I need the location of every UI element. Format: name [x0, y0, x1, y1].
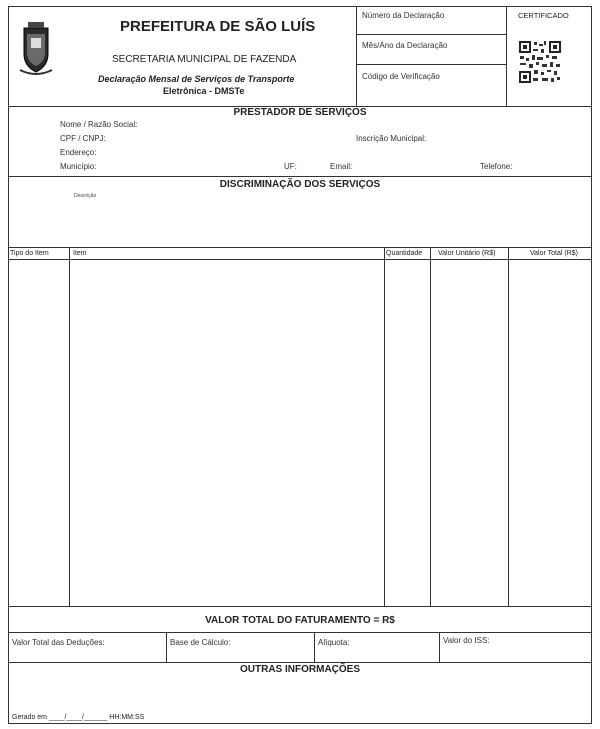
table-header-valor-total: Valor Total (R$): [530, 250, 578, 257]
cpf-label: CPF / CNPJ:: [60, 134, 106, 143]
declaracao-subtitle: Eletrônica - DMSTe: [163, 86, 245, 96]
uf-label: UF:: [284, 162, 297, 171]
nome-label: Nome / Razão Social:: [60, 120, 138, 129]
valor-iss-label: Valor do ISS:: [443, 636, 490, 645]
endereco-label: Endereço:: [60, 148, 97, 157]
numero-label: Número da Declaração: [362, 11, 445, 20]
coat-of-arms-icon: [18, 20, 54, 78]
table-header-item: Item: [73, 250, 87, 257]
discriminacao-section-title: DISCRIMINAÇÃO DOS SERVIÇOS: [219, 179, 381, 190]
mes-ano-label: Mês/Ano da Declaração: [362, 41, 448, 50]
municipio-label: Município:: [60, 162, 97, 171]
declaracao-title: Declaração Mensal de Serviços de Transporte: [98, 74, 295, 84]
table-header-quantidade: Quantidade: [386, 250, 423, 257]
base-calculo-label: Base de Cálculo:: [170, 638, 231, 647]
secretaria-title: SECRETARIA MUNICIPAL DE FAZENDA: [112, 54, 297, 65]
inscricao-label: Inscrição Municipal:: [356, 134, 427, 143]
outras-section-title: OUTRAS INFORMAÇÕES: [240, 664, 360, 675]
valor-total-title: VALOR TOTAL DO FATURAMENTO = R$: [205, 615, 395, 626]
email-label: Email:: [330, 162, 353, 171]
table-header-valor-unitario: Valor Unitário (R$): [438, 250, 496, 257]
discriminacao-small-label: Descrição: [74, 193, 97, 199]
prestador-section-title: PRESTADOR DE SERVIÇOS: [233, 107, 367, 118]
certificado-label: CERTIFICADO: [518, 11, 569, 20]
qr-code-icon: [518, 40, 562, 84]
aliquota-label: Alíquota:: [318, 638, 350, 647]
gerado-em-text: Gerado em ____/____/______ HH:MM:SS: [12, 714, 145, 721]
table-header-tipo: Tipo do Item: [10, 250, 49, 257]
page-title: PREFEITURA DE SÃO LUÍS: [120, 18, 316, 35]
deducoes-label: Valor Total das Deduções:: [12, 638, 105, 647]
telefone-label: Telefone:: [480, 162, 513, 171]
codigo-label: Código de Verificação: [362, 72, 440, 81]
